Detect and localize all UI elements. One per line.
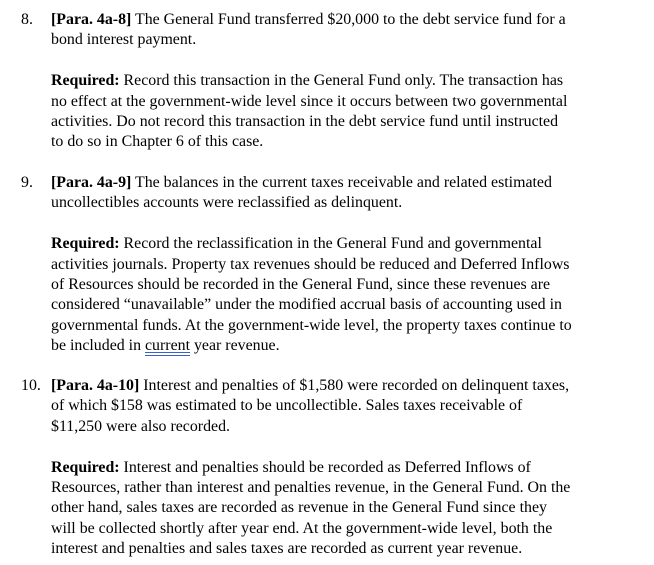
item-body	[51, 10, 651, 153]
required-line: activities. Do not record this transaction in the debt service fund until instructed	[51, 112, 559, 130]
required-label: Required:	[51, 72, 120, 90]
spellcheck-marked-word: current	[145, 337, 190, 355]
item-body	[51, 173, 651, 357]
intro-line: of which $158 was estimated to be uncollectible. Sales taxes receivable of	[51, 397, 523, 415]
intro-line: bond interest payment.	[51, 31, 197, 49]
required-line: Required: Interest and penalties should be recorded as Deferred Inflows of	[51, 458, 531, 476]
para-reference: [Para. 4a-8]	[51, 11, 132, 28]
intro-line: $11,250 were also recorded.	[51, 417, 230, 435]
item-body	[51, 376, 651, 560]
required-line: no effect at the government-wide level since it occurs between two governmental	[51, 92, 568, 110]
required-line: Resources, rather than interest and penalties revenue, in the General Fund. On the	[51, 478, 571, 496]
para-reference: [Para. 4a-9]	[51, 174, 132, 191]
required-line: of Resources should be recorded in the General Fund, since these revenues are	[51, 275, 551, 293]
intro-line: [Para. 4a-9] The balances in the current taxes receivable and related estimated	[51, 174, 552, 191]
para-reference: [Para. 4a-10]	[51, 377, 140, 394]
required-line: be included in current year revenue.	[51, 337, 280, 355]
intro-line: [Para. 4a-10] Interest and penalties of $1,580 were recorded on delinquent taxes,	[51, 377, 570, 394]
required-line: to do so in Chapter 6 of this case.	[51, 133, 264, 151]
item-number: 9.	[21, 174, 33, 191]
item-number: 8.	[21, 11, 33, 28]
required-line: Required: Record this transaction in the General Fund only. The transaction has	[51, 72, 564, 90]
required-label: Required:	[51, 458, 120, 476]
required-line: interest and penalties and sales taxes are recorded as current year revenue.	[51, 540, 523, 558]
required-line: activities journals. Property tax revenues should be reduced and Deferred Inflows	[51, 255, 570, 273]
item-number: 10.	[21, 377, 41, 394]
intro-line: uncollectibles accounts were reclassified as delinquent.	[51, 194, 403, 212]
required-line: other hand, sales taxes are recorded as revenue in the General Fund since they	[51, 499, 547, 517]
required-line: considered “unavailable” under the modified accrual basis of accounting used in	[51, 296, 562, 314]
required-line: governmental funds. At the government-wide level, the property taxes continue to	[51, 316, 572, 334]
intro-line: [Para. 4a-8] The General Fund transferred $20,000 to the debt service fund for a	[51, 11, 566, 28]
required-line: will be collected shortly after year end. At the government-wide level, both the	[51, 519, 553, 537]
required-line: Required: Record the reclassification in the General Fund and governmental	[51, 235, 542, 253]
required-label: Required:	[51, 235, 120, 253]
